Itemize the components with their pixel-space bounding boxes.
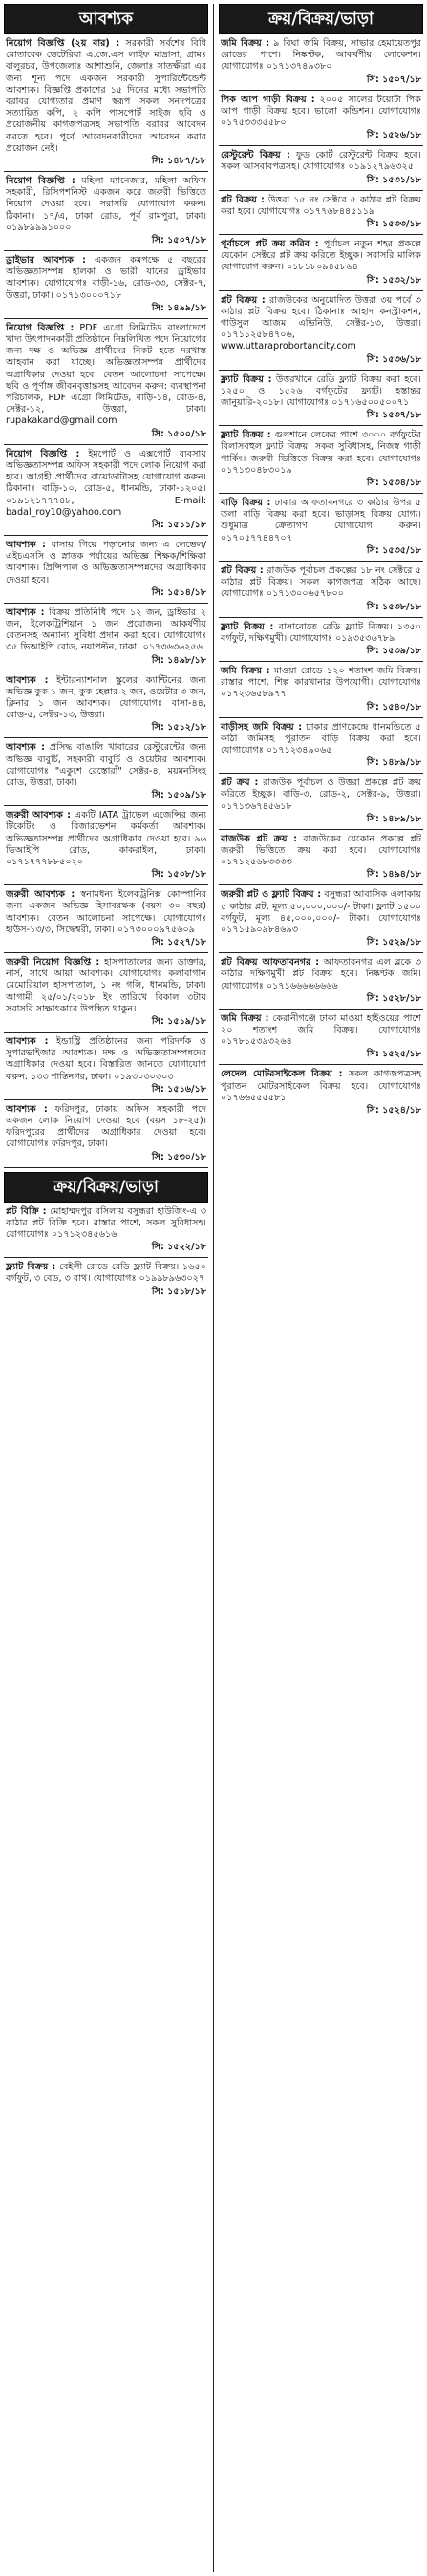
- ad-body: ইন্ডাস্ট্রি প্রতিষ্ঠানের জন্য পরিদর্শক ও সুপারভাইজার আবশ্যক। দক্ষ ও অভিজ্ঞতাসম্পন্নদের অগ্রাধিকার দেওয়া হবে। বিস্তারিত জানতে যোগাযোগ করুন: ১৩৩ শান্তিনগর, ঢাকা। ০১৯৩০৩০৩০৩: [6, 1036, 206, 1082]
- ad-title: ড্রাইভার আবশ্যক :: [6, 255, 86, 266]
- ad-title: প্লট বিক্রয় :: [221, 564, 264, 576]
- ad-divider: [4, 1032, 208, 1033]
- classified-ad: [219, 777, 423, 813]
- ad-body: রাজউকের অনুমোদিত উত্তরা ৩য় পর্বে ৩ কাঠার প্লট বিক্রয় হবে। ঠিকানাঃ আহাদ কনস্ট্রাকশন, গাউসুল আজম এভিনিউ, সেক্টর-১৩, উত্তরা। ০১৭১১২৫৮৪৭০৬, www.uttaraprobortancity.com: [221, 294, 421, 352]
- ad-title: নিয়োগ বিজ্ঞপ্তি :: [6, 176, 75, 187]
- ad-title: আবশ্যক :: [6, 539, 46, 550]
- ad-reference-code: সি: ১৫৩৭/১৮: [366, 410, 421, 421]
- classified-ad: [4, 176, 208, 234]
- classified-ad: [4, 1206, 208, 1242]
- ad-reference-code: সি: ১৫০৭/১৮: [151, 235, 206, 246]
- ad-divider: [219, 661, 423, 662]
- ad-title: জমি বিক্রয় :: [221, 1012, 269, 1024]
- ad-title: জরুরী প্লট ও ফ্ল্যাট বিক্রয় :: [221, 889, 322, 901]
- ad-divider: [219, 190, 423, 191]
- ad-title: নিয়োগ বিজ্ঞপ্তি :: [6, 448, 80, 459]
- ad-body: ঢাকার আফতাবনগরে ৩ কাঠার উপর ৫ তলা বাড়ি বিক্রয় করা হবে। ভাড়াসহ বিক্রয় যোগ্য। শুধুমাত্র ক্রেতাগণ যোগাযোগ করুন। ০১৭০৫৭৭৪৪৭০৭: [221, 498, 421, 543]
- ad-reference-code: সি: ১৫০০/১৮: [151, 428, 206, 439]
- ad-body: বেইলী রোডে রেডি ফ্ল্যাট বিক্রয়। ১৬৫০ বর্গফুট, ৩ বেড, ৩ বাথ। যোগাযোগঃ ০১৯৯৮৯৬৩০২৭: [6, 1262, 206, 1285]
- right-column: [219, 4, 423, 1117]
- ad-reference-code: সি: ১৫৩৪/১৮: [366, 478, 421, 489]
- section-divider: [4, 1167, 208, 1168]
- ad-body: ইমপোর্ট ও এক্সপোর্ট ব্যবসায় অভিজ্ঞতাসম্পন্ন অফিস সহকারী পদে লোক নিয়োগ করা হবে। আগ্রহী প্রার্থীদের বায়োডাটাসহ যোগাযোগ করুন। ঠিকানাঃ বাড়ি-১০, রোড-৫, ধানমন্ডি, ঢাকা-১২০৫। ০১৯১২১৭৭৭৪৮, E-mail: badal_roy10@yahoo.com: [6, 448, 206, 518]
- ad-reference-code: সি: ১৫১৪/১৮: [151, 586, 206, 598]
- classified-ad: [219, 239, 423, 274]
- ad-body: উত্তরা ১৫ নং সেক্টরে ৫ কাঠার প্লট বিক্রয় করা হবে। যোগাযোগঃ ০১৭৭৬৮৪৪৫১১৯: [221, 194, 421, 217]
- ad-body: আফতাবনগর এল ব্লকে ৩ কাঠার দক্ষিণমুখী প্লট বিক্রয় হবে। নিষ্কণ্টক জমি। যোগাযোগঃ ০১৭১৬৬৬৬৬৬৬৬: [221, 957, 421, 991]
- classified-ad: [219, 38, 423, 74]
- ad-body: গুলশানে লেকের পাশে ৩০০০ বর্গফুটের বিলাসবহুল ফ্ল্যাট বিক্রয়। সকল সুবিধাসহ, নিজস্ব গাড়ী পার্কিং। জরুরী ভিত্তিতে বিক্রয় করা হবে। যোগাযোগঃ ০১৭১৩০৪৮৩০১৯: [221, 430, 421, 476]
- ad-reference-code: সি: ১৫০৭/১৮: [366, 74, 421, 85]
- classified-ad: [4, 675, 208, 722]
- ad-body: বিক্রয় প্রতিনিধি পদে ১২ জন, ড্রাইভার ২ জন, ইলেকট্রিশিয়ান ১ জন প্রয়োজন। আকর্ষণীয় বেতনসহ অন্যান্য সুবিধা প্রদান করা হবে। যোগাযোগঃ ৩৫ ভিআইপি রোড, নয়াপল্টন, ঢাকা। ০১৭৩৬৩৬২৫৬: [6, 607, 206, 653]
- ad-reference-code: সি: ১৫২৬/১৮: [366, 130, 421, 141]
- ad-divider: [219, 617, 423, 618]
- ad-title: জরুরী আবশ্যক :: [6, 889, 75, 901]
- ad-title: ফ্ল্যাট বিক্রয় :: [6, 1262, 56, 1273]
- classified-ad: [219, 150, 423, 173]
- ad-title: প্লট বিক্রয় :: [221, 294, 266, 306]
- ad-title: পূর্বাচলে প্লট ক্রয় করিব :: [221, 239, 319, 250]
- ad-body: বাসাবোতে রেডি ফ্ল্যাট বিক্রয়। ১৩৫০ বর্গফুট, দক্ষিণমুখী। যোগাযোগঃ ০১৯৩৫৩৬৭৮৯: [221, 621, 421, 644]
- ad-body: বাসায় গিয়ে পড়ানোর জন্য এ লেভেল/এইচএসসি ও স্নাতক পর্যায়ের অভিজ্ঞ শিক্ষক/শিক্ষিকা আবশ্যক। প্রিন্সিপাল ও অভিজ্ঞতাসম্পন্নদের অগ্রাধিকার দেওয়া হবে।: [6, 539, 207, 585]
- ad-reference-code: সি: ১৪৮৯/১৮: [366, 757, 421, 769]
- ad-title: প্লট বিক্রয় আফতাবনগর :: [221, 957, 320, 969]
- classified-ad: [219, 666, 423, 701]
- classified-ad: [4, 255, 208, 302]
- classified-ad: [4, 1036, 208, 1083]
- classified-ad: [4, 540, 208, 586]
- ad-reference-code: সি: ১৫১৯/১৮: [151, 1016, 206, 1027]
- ad-reference-code: সি: ১৫৩২/১৮: [366, 274, 421, 286]
- classified-ad: [4, 889, 208, 936]
- ad-divider: [4, 603, 208, 604]
- ad-title: জরুরী নিয়োগ বিজ্ঞপ্তি :: [6, 956, 100, 968]
- ad-reference-code: সি: ১৫৩০/১৮: [151, 1151, 206, 1162]
- ad-body: স্বনামধন্য ইলেকট্রনিক্স কোম্পানির জন্য একজন অভিজ্ঞ হিসাবরক্ষক (বয়স ৩০ বছর) আবশ্যক। বেতন আলোচনা সাপেক্ষে। যোগাযোগঃ হাউস-১৩/৩, সিদ্ধেশ্বরী, ঢাকা। ০১৭৩০০০৯৭৫৬০৯: [6, 889, 207, 935]
- ad-title: জরুরী আবশ্যক :: [6, 810, 71, 821]
- ad-reference-code: সি: ১৪৮৭/১৮: [151, 156, 206, 167]
- ad-reference-code: সি: ১৪৮৯/১৮: [366, 813, 421, 824]
- ad-divider: [4, 1099, 208, 1100]
- section-header-buy-sell-rent: ক্রয়/বিক্রয়/ভাড়া: [219, 4, 423, 34]
- ad-title: রাজউক প্লট ক্রয় :: [221, 833, 297, 844]
- ad-title: বাড়ীসহ জমি বিক্রয় :: [221, 721, 303, 733]
- ad-body: একটি IATA ট্রাভেল এজেন্সির জন্য টিকেটিং ও রিজারভেশন কর্মকর্তা আবশ্যক। অভিজ্ঞতাসম্পন্ন প্রার্থীদের অগ্রাধিকার দেওয়া হবে। ৯৬ ভিআইপি রোড, কাকরাইল, ঢাকা। ০১৭১৭৭৭৮৮৫০২০: [6, 810, 206, 867]
- ad-reference-code: সি: ১৫২৯/১৮: [366, 937, 421, 948]
- ad-divider: [4, 535, 208, 536]
- classified-ad: [219, 374, 423, 410]
- ad-title: ফ্ল্যাট বিক্রয় :: [221, 373, 272, 385]
- ad-reference-code: সি: ১৫৩৯/১৮: [366, 645, 421, 656]
- ad-title: পিক আপ গাড়ী বিক্রয় :: [221, 94, 315, 105]
- ad-body: রাজউক পূর্বাচল ও উত্তরা প্রকল্পে প্লট ক্রয় করিতে ইচ্ছুক। বাড়ি-৩, রোড-২, সেক্টর-৯, উত্তরা। ০১৭১৩৬৭৪৫৬১৮: [221, 777, 421, 812]
- ad-body: ২০০৫ সালের টয়োটা পিক আপ গাড়ী বিক্রয় হবে। ভালো কন্ডিশন। যোগাযোগঃ ০১৭৫৩৩৩৫৫৮০: [221, 94, 421, 129]
- ad-body: মাওয়া রোডে ১২০ শতাংশ জমি বিক্রয়। রাস্তার পাশে, শিল্প কারখানার উপযোগী। যোগাযোগঃ ০১৭২৩৬৫৮৯৭৭: [221, 665, 421, 700]
- ad-reference-code: সি: ১৫১১/১৮: [151, 519, 206, 530]
- ad-reference-code: সি: ১৫৩৫/১৮: [366, 544, 421, 556]
- classified-ad: [219, 957, 423, 992]
- classified-ad: [4, 742, 208, 789]
- ad-divider: [4, 318, 208, 319]
- ad-reference-code: সি: ১৫২২/১৮: [151, 1242, 206, 1253]
- ad-title: নিয়োগ বিজ্ঞপ্তি (২য় বার) :: [6, 38, 120, 49]
- ad-divider: [219, 1064, 423, 1065]
- ad-body: ইন্টারন্যাশনাল স্কুলের ক্যান্টিনের জন্য অভিজ্ঞ কুক ১ জন, কুক হেল্পার ২ জন, ওয়েটার ৩ জন, ক্লিনার ১ জন আবশ্যক। যোগাযোগঃ বাসা-৪৪, রোড-৫, সেক্টর-১৩, উত্তরা।: [6, 674, 206, 721]
- ad-divider: [219, 493, 423, 494]
- classified-ad: [4, 38, 208, 155]
- ad-title: আবশ্যক :: [6, 1036, 49, 1047]
- section-header-wanted: আবশ্যক: [4, 4, 208, 34]
- ad-divider: [219, 773, 423, 774]
- ad-divider: [4, 952, 208, 953]
- ad-title: জমি বিক্রয় :: [221, 665, 270, 676]
- ad-title: ফ্ল্যাট বিক্রয় :: [221, 430, 271, 441]
- ad-divider: [219, 145, 423, 146]
- classified-ad: [4, 1104, 208, 1151]
- ad-divider: [4, 250, 208, 251]
- ad-title: প্লট ক্রয় :: [221, 777, 259, 789]
- classified-ad: [219, 195, 423, 218]
- ad-body: ঢাকার প্রাণকেন্দ্রে ধানমন্ডিতে ৫ কাঠা জমিসহ পুরাতন বাড়ি বিক্রয় করা হবে। যোগাযোগঃ ০১৭১২৩৪৯০৬৫: [221, 721, 421, 756]
- ad-reference-code: সি: ১৫৪০/১৮: [366, 701, 421, 713]
- ad-body: ৯ বিঘা জমি বিক্রয়, সাভার হেমায়েতপুর রোডের পাশে। নিষ্কণ্টক, আকর্ষণীয় লোকেশন। যোগাযোগঃ ০১৭১৩৭৪৯৩৮০: [221, 38, 421, 73]
- ad-reference-code: সি: ১৫০৯/১৮: [151, 790, 206, 801]
- ad-divider: [4, 737, 208, 738]
- ad-divider: [219, 370, 423, 371]
- classified-ad: [4, 1262, 208, 1285]
- ad-divider: [219, 829, 423, 830]
- ad-reference-code: সি: ১৫৩৮/১৮: [366, 601, 421, 612]
- ad-reference-code: সি: ১৫২৪/১৮: [366, 1104, 421, 1116]
- ad-reference-code: সি: ১৪৯৪/১৮: [366, 869, 421, 881]
- ad-divider: [219, 290, 423, 291]
- ad-title: প্লট বিক্রি :: [6, 1205, 47, 1217]
- ad-body: ফুড কোর্ট রেস্টুরেন্ট বিক্রয় হবে। সকল আসবাবপত্রসহ। যোগাযোগঃ ০১৯১২৭৯৬৩২৫: [221, 150, 421, 173]
- ad-reference-code: সি: ১৫৩৩/১৮: [366, 219, 421, 230]
- ad-title: ফ্ল্যাট বিক্রয় :: [221, 621, 274, 632]
- ad-body: সরকারী সর্বশেষ বিধি মোতাবেক ভেটেরিয়া এ.জে.এস লাইফ মাদ্রাসা, গ্রামঃ বালুরচর, উপজেলাঃ আশাশুনি, জেলাঃ সাতক্ষীরা এর জন্য শূন্য পদে একজন সরকারী সুপারিন্টেন্ডেন্ট আবশ্যক। বিজ্ঞপ্তি প্রকাশের ১৫ দিনের মধ্যে সভাপতি বরাবর যোগ্যতার প্রমাণ স্বরূপ সকল সনদপত্রের সত্যায়িত কপি, ২ কপি পাসপোর্ট সাইজ ছবি ও প্রয়োজনীয় কাগজপত্রসহ সভাপতি বরাবর আবেদন করতে হবে। পূর্বে আবেদনকারীদের আবেদন করার প্রয়োজন নেই।: [6, 38, 206, 154]
- ad-body: বসুন্ধরা আবাসিক এলাকায় ৫ কাঠার প্লট, মূল্য ৫০,০০০,০০০/- টাকা। ফ্ল্যাট ১৫০০ বর্গফুট, মূল্য ৪৫,০০০,০০০/- টাকা। যোগাযোগঃ ০১৭১৫৯০৯৮৪৬৯৩: [221, 889, 421, 935]
- classified-ad: [219, 1069, 423, 1104]
- ad-reference-code: সি: ১৫৩১/১৮: [366, 174, 421, 185]
- ad-title: বাড়ি বিক্রয় :: [221, 498, 271, 509]
- ad-divider: [219, 561, 423, 562]
- ad-divider: [4, 444, 208, 445]
- classified-ad: [4, 810, 208, 868]
- classified-ad: [219, 565, 423, 601]
- ad-body: রাজউকের যেকোন প্রকল্পে প্লট জরুরী ভিত্তিতে ক্রয় করা হবে। যোগাযোগঃ ০১৭১২৫৬৮৩৩৩৩: [221, 833, 421, 868]
- ad-divider: [219, 1009, 423, 1010]
- classified-ad: [219, 498, 423, 544]
- wanted-ads-list: [4, 38, 208, 1163]
- ad-body: রাজউক পূর্বাচল প্রকল্পের ১৮ নং সেক্টরে ৫ কাঠার প্লট বিক্রয়। সকল কাগজপত্র সঠিক আছে। যোগাযোগঃ ০১৭১৩০০৬৫৭৮০০: [221, 564, 421, 600]
- ad-title: রেস্টুরেন্ট বিক্রয় :: [221, 150, 290, 161]
- classified-ad: [219, 1013, 423, 1049]
- ad-title: আবশ্যক :: [6, 1103, 48, 1115]
- ad-reference-code: সি: ১৫১৮/১৮: [151, 1286, 206, 1297]
- ad-divider: [219, 717, 423, 718]
- column-divider: [213, 4, 214, 2572]
- ad-title: নিয়োগ বিজ্ঞপ্তি :: [6, 322, 75, 333]
- ad-body: কেরানীগঞ্জে ঢাকা মাওয়া হাইওয়ের পাশে ২০ শতাংশ জমি বিক্রয়। যোগাযোগঃ ০১৭৮১৫৩৯৩২৬৪: [221, 1012, 421, 1048]
- ad-divider: [4, 805, 208, 806]
- classified-ad: [219, 889, 423, 936]
- ad-body: মোহাম্মদপুর বসিলায় বসুন্ধরা হাউজিং-এ ৩ কাঠার প্লট বিক্রি হবে। রাস্তার পাশে, সকল সুবিধাসহ। যোগাযোগঃ ০১৭১২৩৪৫৬১৬: [6, 1205, 206, 1241]
- ad-body: হাসপাতালের জন্য ডাক্তার, নার্স, সাথে আয়া আবশ্যক। যোগাযোগঃ কলাবাগান মেমোরিয়াল হাসপাতাল, ১ নং গলি, ধানমন্ডি, ঢাকা। আগামী ২৫/০১/২০১৮ ইং তারিখে বিকাল ৩টায় সরাসরি সাক্ষাৎকারে উপস্থিত থাকুন।: [6, 956, 206, 1014]
- ad-title: লেদেল মোটরসাইকেল বিক্রয় :: [221, 1069, 343, 1080]
- ad-divider: [219, 884, 423, 885]
- left-column: [4, 4, 208, 1298]
- classified-ad: [219, 295, 423, 353]
- ad-title: জমি বিক্রয় :: [221, 38, 270, 49]
- ad-title: আবশ্যক :: [6, 607, 45, 618]
- classified-ad: [219, 622, 423, 645]
- ad-body: মহিলা ম্যানেজার, মহিলা অফিস সহকারী, রিসিপশনিস্ট একজন করে জরুরী ভিত্তিতে নিয়োগ দেওয়া হবে। সরাসরি যোগাযোগ করুন। ঠিকানাঃ ১৭/এ, ঢাকা রোড, পূর্ব রামপুরা, ঢাকা। ০১৯৮৯৯৯১০০০: [6, 176, 206, 233]
- ad-body: PDF এগ্রো লিমিটেড বাংলাদেশে খাদ্য উৎপাদনকারী প্রতিষ্ঠানে নিম্নলিখিত পদে নিয়োগের জন্য দক্ষ ও অভিজ্ঞ প্রার্থীদের নিকট হতে দরখাস্ত আহবান করা যাচ্ছে। অভিজ্ঞতাসম্পন্ন প্রার্থীদের অগ্রাধিকার দেওয়া হবে। বেতন আলোচনা সাপেক্ষে। ছবি ও পূর্ণাঙ্গ জীবনবৃত্তান্তসহ আবেদন করুন: ব্যবস্থাপনা পরিচালক, PDF এগ্রো লিমিটেড, বাড়ি-১৪, রোড-৪, সেক্টর-১২, উত্তরা, ঢাকা। rupakakand@gmail.com: [6, 322, 206, 427]
- ad-reference-code: সি: ১৫৩৬/১৮: [366, 353, 421, 365]
- classified-ad: [4, 957, 208, 1015]
- ad-reference-code: সি: ১৫১২/১৮: [151, 722, 206, 734]
- classified-ad: [4, 607, 208, 654]
- classified-ad: [219, 722, 423, 757]
- ad-body: উত্তরখানে রেডি ফ্ল্যাট বিক্রয় করা হবে। ১২৫০ ও ১৫২৬ বর্গফুটের ফ্ল্যাট। হস্তান্তর জানুয়ারি-২০১৮। যোগাযোগঃ ০১৭১৬৫০০৫০০৭১: [221, 373, 421, 409]
- ad-body: সকল কাগজপত্রসহ পুরাতন মোটরসাইকেল বিক্রয় হবে। যোগাযোগঃ ০১৭৬৬৫৫৫৫৮১: [221, 1069, 421, 1103]
- ad-divider: [219, 952, 423, 953]
- ad-divider: [219, 90, 423, 91]
- ad-title: আবশ্যক :: [6, 742, 45, 754]
- ad-divider: [4, 884, 208, 885]
- ad-body: প্রসিদ্ধ বাঙালি খাবারের রেস্টুরেন্টের জন্য অভিজ্ঞ বাবুর্চি, সহকারী বাবুর্চি ও ওয়েটার আবশ্যক। যোগাযোগঃ "একুশে রেস্তোরাঁ" সেক্টর-৪, ময়মনসিংহ রোড, উত্তরা, ঢাকা।: [6, 742, 206, 788]
- ad-reference-code: সি: ১৪৯৮/১৮: [151, 654, 206, 666]
- ad-divider: [219, 425, 423, 426]
- classified-ad: [4, 323, 208, 428]
- classified-ad: [219, 95, 423, 130]
- ad-reference-code: সি: ১৫২৭/১৮: [151, 936, 206, 947]
- classified-ad: [219, 834, 423, 869]
- ad-divider: [4, 1257, 208, 1258]
- buy-sell-ads-list: [4, 1206, 208, 1298]
- ad-body: ফরিদপুর, ঢাকায় অফিস সহকারী পদে একজন লোক নিয়োগ দেওয়া হবে (বয়স ১৮-২৫)। ফরিদপুরের প্রার্থীদের অগ্রাধিকার দেওয়া হবে। যোগাযোগঃ ফরিদপুর, ঢাকা।: [6, 1103, 206, 1150]
- buy-sell-ads-list: [219, 38, 423, 1117]
- ad-reference-code: সি: ১৫০৮/১৮: [151, 869, 206, 881]
- ad-body: পূর্বাচল নতুন শহর প্রকল্পে যেকোন সেক্টরে প্লট ক্রয় করিতে ইচ্ছুক। সরাসরি মালিক যোগাযোগ করুন। ০১৮১৮০৯৪৫৮৬৪: [221, 239, 421, 273]
- ad-title: আবশ্যক :: [6, 674, 49, 686]
- classified-ad: [4, 449, 208, 519]
- ad-reference-code: সি: ১৫১৬/১৮: [151, 1083, 206, 1095]
- ad-divider: [219, 234, 423, 235]
- ad-reference-code: সি: ১৫২৫/১৮: [366, 1049, 421, 1060]
- classified-ad: [219, 430, 423, 477]
- ad-divider: [4, 171, 208, 172]
- section-header-buy-sell-rent: ক্রয়/বিক্রয়/ভাড়া: [4, 1172, 208, 1203]
- ad-title: প্লট বিক্রয় :: [221, 194, 265, 205]
- ad-reference-code: সি: ১৫২৮/১৮: [366, 992, 421, 1004]
- ad-body: একজন কমপক্ষে ৫ বছরের অভিজ্ঞতাসম্পন্ন হালকা ও ভারী যানের ড্রাইভার আবশ্যক। যোগাযোগঃ বাড়ী-১৬, রোড-৩৩, সেক্টর-৭, উত্তরা, ঢাকা। ০১৭১৩০০০৭১৮: [6, 255, 207, 301]
- ad-reference-code: সি: ১৪৯৯/১৮: [151, 302, 206, 313]
